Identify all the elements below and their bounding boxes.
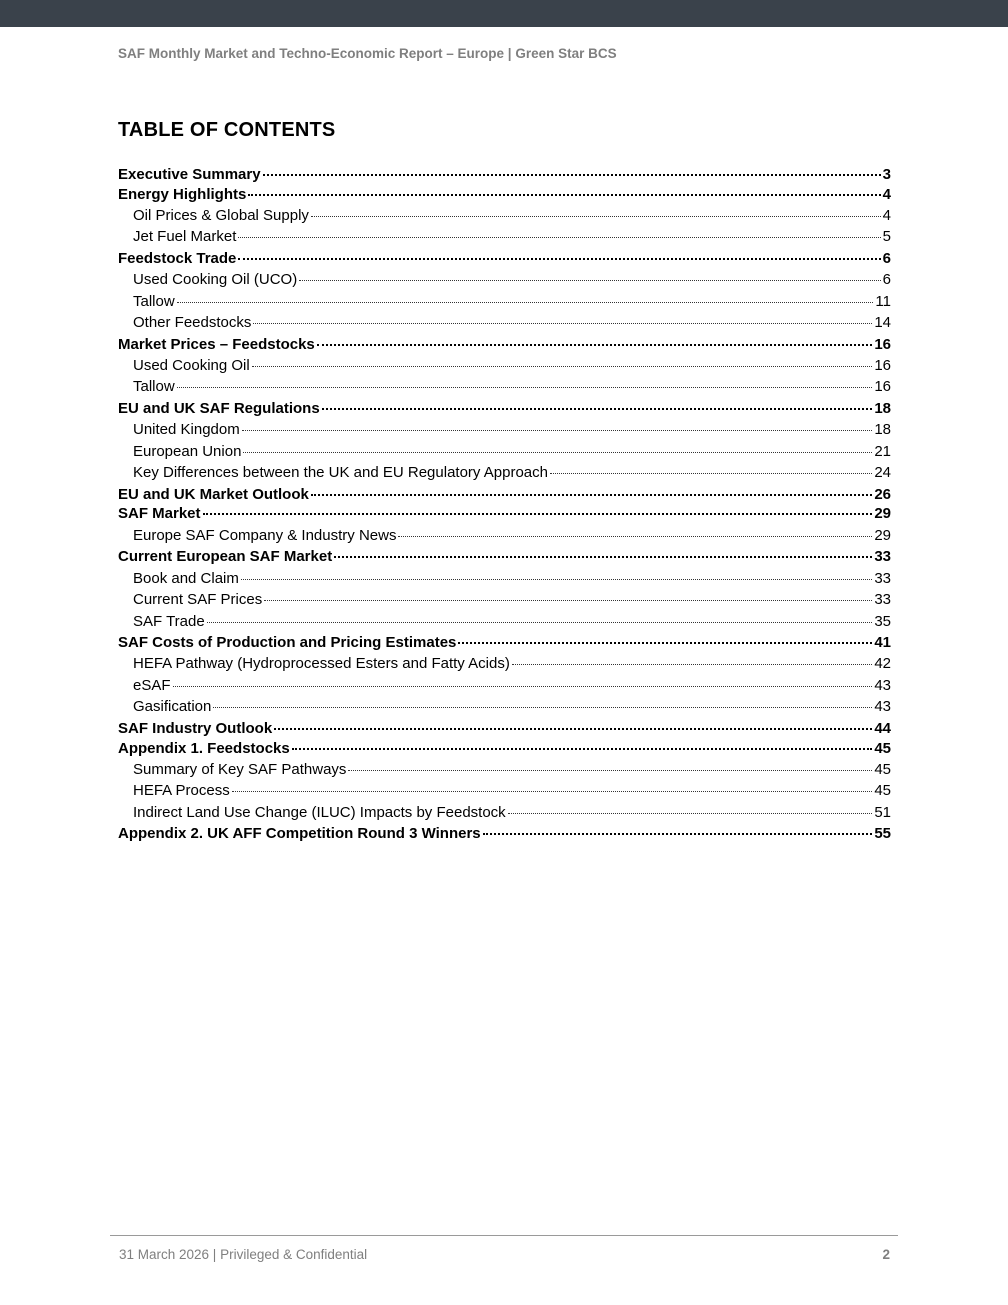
dot-leader (274, 728, 872, 730)
toc-entry-label: Used Cooking Oil (UCO) (133, 271, 298, 288)
toc-entry-section[interactable] (118, 547, 891, 567)
dot-leader (483, 833, 873, 835)
toc-entry-subsection[interactable] (118, 292, 891, 312)
dot-leader (238, 258, 880, 260)
dot-leader (264, 600, 872, 601)
toc-entry-label: eSAF (133, 677, 171, 694)
toc-entry-page-number: 43 (874, 698, 891, 715)
toc-entry-label: Indirect Land Use Change (ILUC) Impacts by Feedstock (133, 804, 506, 821)
toc-entry-page-number: 18 (874, 421, 891, 438)
toc-entry-section[interactable] (118, 185, 891, 205)
dot-leader (243, 452, 872, 453)
toc-entry-label: Jet Fuel Market (133, 228, 237, 245)
toc-entry-section[interactable] (118, 249, 891, 269)
toc-entry-subsection[interactable] (118, 526, 891, 546)
toc-entry-label: HEFA Process (133, 782, 230, 799)
footer-page-number: 2 (882, 1247, 890, 1262)
dot-leader (512, 664, 872, 665)
dot-leader (207, 622, 873, 623)
toc-entry-subsection[interactable] (118, 781, 891, 801)
toc-entry-page-number: 42 (874, 655, 891, 672)
toc-entry-page-number: 6 (882, 271, 891, 288)
toc-entry-page-number: 44 (874, 720, 891, 737)
toc-entry-subsection[interactable] (118, 612, 891, 632)
toc-entry-section[interactable] (118, 719, 891, 739)
toc-entry-page-number: 21 (874, 443, 891, 460)
toc-entry-label: Europe SAF Company & Industry News (133, 527, 397, 544)
toc-entry-page-number: 16 (874, 357, 891, 374)
toc-entry-section[interactable] (118, 504, 891, 524)
dot-leader (311, 494, 872, 496)
running-header: SAF Monthly Market and Techno-Economic Report – Europe | Green Star BCS (118, 46, 617, 61)
dot-leader (242, 430, 873, 431)
dot-leader (263, 174, 881, 176)
toc-entry-subsection[interactable] (118, 676, 891, 696)
toc-entry-label: SAF Costs of Production and Pricing Estimates (118, 634, 457, 651)
toc-entry-page-number: 4 (882, 207, 891, 224)
toc-entry-page-number: 4 (882, 186, 891, 203)
toc-entry-page-number: 24 (874, 464, 891, 481)
toc-entry-page-number: 16 (874, 336, 891, 353)
dot-leader (253, 323, 872, 324)
dot-leader (292, 748, 873, 750)
toc-entry-section[interactable] (118, 335, 891, 355)
toc-entry-page-number: 33 (874, 570, 891, 587)
toc-entry-label: HEFA Pathway (Hydroprocessed Esters and Fatty Acids) (133, 655, 510, 672)
toc-entry-subsection[interactable] (118, 356, 891, 376)
dot-leader (248, 194, 880, 196)
toc-entry-label: SAF Trade (133, 613, 205, 630)
toc-entry-page-number: 41 (874, 634, 891, 651)
dot-leader (322, 408, 873, 410)
dot-leader (311, 216, 881, 217)
toc-entry-page-number: 55 (874, 825, 891, 842)
dot-leader (203, 513, 873, 515)
toc-entry-page-number: 35 (874, 613, 891, 630)
dot-leader (317, 344, 873, 346)
toc-entry-subsection[interactable] (118, 654, 891, 674)
dot-leader (334, 556, 872, 558)
dot-leader (238, 237, 880, 238)
toc-entry-subsection[interactable] (118, 442, 891, 462)
top-color-band (0, 0, 1008, 27)
toc-entry-subsection[interactable] (118, 569, 891, 589)
toc-entry-page-number: 18 (874, 400, 891, 417)
toc-entry-subsection[interactable] (118, 420, 891, 440)
toc-entry-section[interactable] (118, 165, 891, 185)
toc-entry-section[interactable] (118, 485, 891, 505)
toc-entry-label: Other Feedstocks (133, 314, 252, 331)
toc-entry-page-number: 6 (882, 250, 891, 267)
dot-leader (173, 686, 873, 687)
toc-entry-label: SAF Market (118, 505, 201, 522)
toc-entry-label: Oil Prices & Global Supply (133, 207, 309, 224)
toc-entry-label: Gasification (133, 698, 212, 715)
toc-entry-label: Executive Summary (118, 166, 261, 183)
toc-entry-page-number: 26 (874, 486, 891, 503)
dot-leader (508, 813, 873, 814)
dot-leader (177, 302, 874, 303)
toc-entry-label: Summary of Key SAF Pathways (133, 761, 347, 778)
toc-entry-subsection[interactable] (118, 377, 891, 397)
toc-entry-label: Tallow (133, 293, 175, 310)
toc-entry-subsection[interactable] (118, 463, 891, 483)
toc-entry-subsection[interactable] (118, 590, 891, 610)
dot-leader (232, 791, 873, 792)
toc-entry-label: EU and UK Market Outlook (118, 486, 309, 503)
toc-entry-label: Current SAF Prices (133, 591, 263, 608)
toc-entry-label: SAF Industry Outlook (118, 720, 273, 737)
toc-entry-page-number: 45 (874, 740, 891, 757)
toc-entry-page-number: 3 (882, 166, 891, 183)
dot-leader (213, 707, 872, 708)
toc-entry-page-number: 43 (874, 677, 891, 694)
toc-entry-page-number: 14 (874, 314, 891, 331)
toc-entry-label: Energy Highlights (118, 186, 247, 203)
toc-entry-label: Book and Claim (133, 570, 239, 587)
toc-entry-label: EU and UK SAF Regulations (118, 400, 320, 417)
dot-leader (398, 536, 872, 537)
toc-entry-page-number: 5 (882, 228, 891, 245)
toc-entry-subsection[interactable] (118, 313, 891, 333)
dot-leader (241, 579, 872, 580)
toc-entry-section[interactable] (118, 633, 891, 653)
toc-entry-page-number: 33 (874, 591, 891, 608)
toc-entry-label: Current European SAF Market (118, 548, 333, 565)
toc-entry-page-number: 11 (875, 293, 891, 310)
toc-entry-page-number: 29 (874, 505, 891, 522)
dot-leader (458, 642, 872, 644)
toc-entry-subsection[interactable] (118, 206, 891, 226)
dot-leader (252, 366, 873, 367)
toc-entry-subsection[interactable] (118, 760, 891, 780)
toc-entry-page-number: 29 (874, 527, 891, 544)
toc-entry-label: Feedstock Trade (118, 250, 237, 267)
toc-entry-section[interactable] (118, 399, 891, 419)
footer-date-notice: 31 March 2026 | Privileged & Confidential (119, 1247, 368, 1262)
toc-entry-label: United Kingdom (133, 421, 240, 438)
toc-entry-page-number: 51 (874, 804, 891, 821)
toc-entry-section[interactable] (118, 824, 891, 844)
toc-entry-label: Tallow (133, 378, 175, 395)
toc-title: TABLE OF CONTENTS (118, 119, 336, 141)
dot-leader (348, 770, 872, 771)
toc-entry-label: European Union (133, 443, 242, 460)
toc-entry-label: Appendix 2. UK AFF Competition Round 3 Winners (118, 825, 481, 842)
dot-leader (550, 473, 872, 474)
toc-entry-label: Key Differences between the UK and EU Regulatory Approach (133, 464, 548, 481)
footer-divider (110, 1235, 898, 1236)
dot-leader (299, 280, 880, 281)
toc-entry-subsection[interactable] (118, 803, 891, 823)
toc-entry-page-number: 16 (874, 378, 891, 395)
toc-entry-label: Used Cooking Oil (133, 357, 250, 374)
toc-entry-section[interactable] (118, 739, 891, 759)
toc-entry-subsection[interactable] (118, 270, 891, 290)
toc-entry-subsection[interactable] (118, 697, 891, 717)
toc-entry-page-number: 33 (874, 548, 891, 565)
toc-entry-page-number: 45 (874, 761, 891, 778)
toc-entry-subsection[interactable] (118, 227, 891, 247)
toc-entry-label: Market Prices – Feedstocks (118, 336, 315, 353)
toc-entry-label: Appendix 1. Feedstocks (118, 740, 290, 757)
toc-entry-page-number: 45 (874, 782, 891, 799)
dot-leader (177, 387, 873, 388)
